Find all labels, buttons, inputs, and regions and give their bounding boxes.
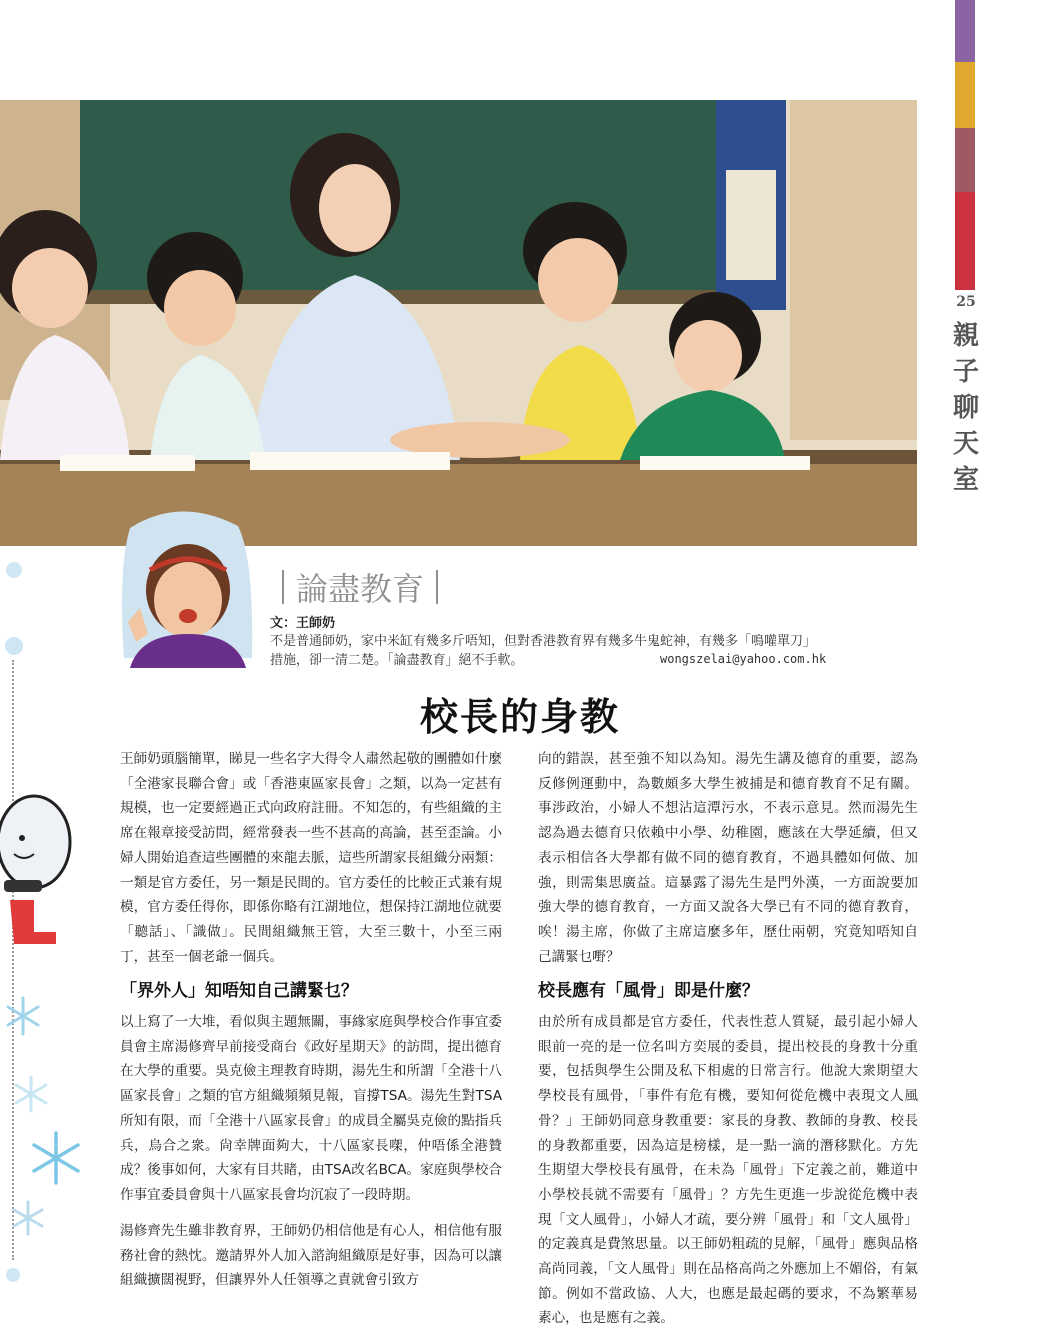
subheading-2: 校長應有「風骨」即是什麼？ <box>538 981 759 1001</box>
snowflake-icon <box>6 995 40 1037</box>
snowflake-icon <box>30 1130 82 1186</box>
section-title: 親子聊天室 <box>952 321 979 495</box>
article-headline: 校長的身教 <box>419 695 620 739</box>
snowflake-icon <box>12 1200 44 1236</box>
color-tab-yellow <box>955 62 975 128</box>
author-email[interactable]: wongszelai@yahoo.com.hk <box>660 652 827 666</box>
byline: 文：王師奶 <box>270 616 336 631</box>
color-tab-purple <box>955 0 975 62</box>
paragraph-1: 王師奶頭腦簡單，睇見一些名字大得令人肅然起敬的團體如什麼「全港家長聯合會」或「香港東區家長會」之類，以為一定甚有規模，也一定要經過正式向政府註冊。不知怎的，有些組織的主席在報章接受訪問，經常發表一些不甚高的高論，甚至歪論。小婦人開始追查這些團體的來龍去脈，這些所謂家長組織分兩類：一類是官方委任，另一類是民間的。官方委任的比較正式兼有規模，官方委任得你，即係你略有江湖地位，想保持江湖地位就要「聽話」、「識做」。民間組織無王管，大至三數十，小至三兩丁，甚至一個老爺一個兵。 <box>120 751 502 965</box>
color-tab-red <box>955 192 975 290</box>
snowflake-icon <box>14 1075 48 1113</box>
cartoon-character-illustration <box>0 792 80 952</box>
paragraph-3: 湯修齊先生雖非教育界，王師奶仍相信他是有心人，相信他有服務社會的熱忱。邀請界外人加入諮詢組織原是好事，因為可以讓組織擴闊視野，但讓界外人任領導之責就會引致方 <box>120 1223 502 1289</box>
paragraph-2: 以上寫了一大堆，看似與主題無關，事緣家庭與學校合作事宜委員會主席湯修齊早前接受商台《政好星期天》的訪問，提出德育在大學的重要。吳克儉主理教育時期，湯先生和所謂「全港十八區家長會」之類的官方組織頻頻見報，盲撐TSA。湯先生對TSA所知有限，而「全港十八區家長會」的成員全屬吳克儉的點指兵兵，烏合之衆。尙幸牌面夠大，十八區家長㗎，仲唔係全港贊成？後事如何，大家有目共睹，由TSA改名BCA。家庭與學校合作事宜委員會與十八區家長會均沉寂了一段時期。 <box>120 1014 502 1203</box>
title-bar-right <box>436 570 438 604</box>
author-avatar <box>120 508 254 670</box>
color-tab-mauve <box>955 128 975 192</box>
paragraph-4: 向的錯誤，甚至強不知以為知。湯先生講及德育的重要，認為反修例運動中，為數頗多大學生被捕是和德育教育不足有關。事涉政治，小婦人不想沾這潭污水，不表示意見。然而湯先生認為過去德育只依賴中小學、幼稚園，應該在大學延續，但又表示相信各大學都有做不同的德育教育，不過具體如何做、加強，則需集思廣益。這暴露了湯先生是門外漢，一方面說要加強大學的德育教育，一方面又說各大學已有不同的德育教育，唉！湯主席，你做了主席這麼多年，歷仕兩朝，究竟知唔知自己講緊乜嘢？ <box>538 751 918 965</box>
page-number: 25 <box>956 294 976 310</box>
subheading-1: 「界外人」知唔知自己講緊乜？ <box>120 981 358 1001</box>
classroom-photo <box>0 100 917 546</box>
decor-dotted-line <box>12 660 14 1260</box>
column-intro: 不是普通師奶，家中米缸有幾多斤唔知，但對香港教育界有幾多牛鬼蛇神，有幾多「鳴嚾單刀」措施，卻一清二楚。「論盡教育」絕不手軟。 <box>270 634 817 668</box>
column-name: 論盡教育 <box>296 570 425 608</box>
decor-dot <box>6 1268 20 1282</box>
column-title <box>270 566 450 608</box>
title-bar-left <box>282 570 284 604</box>
decor-dot <box>6 562 22 578</box>
paragraph-5: 由於所有成員都是官方委任，代表性惹人質疑，最引起小婦人眼前一亮的是一位名叫方奕展的委員，提出校長的身教十分重要，包括與學生公開及私下相處的日常言行。他說大衆期望大學校長有風骨，「事件有危有機，要知何從危機中表現文人風骨？」王師奶同意身教重要：家長的身教、教師的身教、校長的身教都重要，因為這是榜樣，是一點一滴的潛移默化。方先生期望大學校長有風骨，在未為「風骨」下定義之前，難道中小學校長就不需要有「風骨」？方先生更進一步說從危機中表現「文人風骨」，小婦人才疏，要分辨「風骨」和「文人風骨」的定義真是費煞思量。以王師奶粗疏的見解，「風骨」應與品格高尚同義，「文人風骨」則在品格高尚之外應加上不媚俗，有氣節。例如不當政協、人大，也應是最起碼的要求，不為繁華易素心，也是應有之義。 <box>538 1014 918 1327</box>
decor-dot <box>5 637 23 655</box>
